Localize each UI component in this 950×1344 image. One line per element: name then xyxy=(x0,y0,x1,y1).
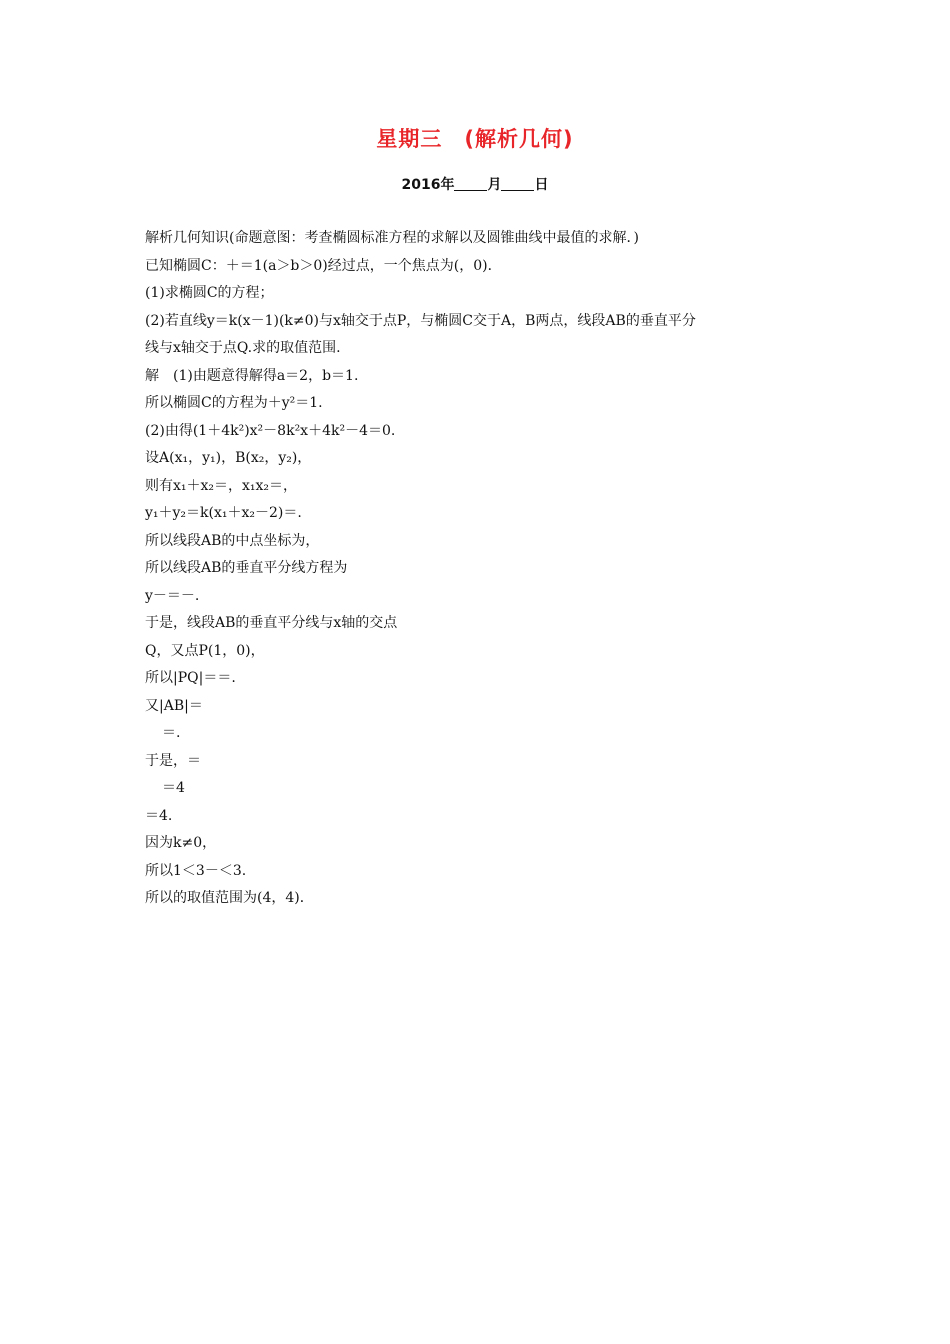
date-line xyxy=(0,174,950,194)
date-month: 月 xyxy=(487,177,502,193)
solution-line: ＝. xyxy=(162,725,181,741)
month-blank xyxy=(454,189,487,191)
solution-line: y－＝－. xyxy=(145,587,200,604)
question-2: (2)若直线y＝k(x－1)(k≠0)与x轴交于点P，与椭圆C交于A，B两点，线段AB的垂直平分 xyxy=(145,312,696,329)
solution-line: 所以椭圆C的方程为＋y²＝1. xyxy=(145,395,323,411)
question-2-cont: 线与x轴交于点Q.求的取值范围. xyxy=(145,340,341,356)
solution-line: ＝4 xyxy=(162,780,185,796)
solution-line: 于是，线段AB的垂直平分线与x轴的交点 xyxy=(145,615,398,631)
solution-line: 因为k≠0， xyxy=(145,835,217,851)
solution-line: (2)由得(1＋4k²)x²－8k²x＋4k²－4＝0. xyxy=(145,422,396,439)
solution-line: ＝4. xyxy=(145,807,173,824)
solution-line: 又|AB|＝ xyxy=(145,697,203,714)
solution-line: 所以线段AB的中点坐标为， xyxy=(145,532,320,549)
date-day: 日 xyxy=(534,177,549,193)
solution-line: 解 (1)由题意得解得a＝2，b＝1. xyxy=(145,367,359,384)
solution-line: 则有x₁＋x₂＝，x₁x₂＝， xyxy=(145,477,298,494)
solution-line: 设A(x₁，y₁)，B(x₂，y₂)， xyxy=(145,450,312,466)
page-title: 星期三 (解析几何) xyxy=(376,127,574,151)
solution-line: y₁＋y₂＝k(x₁＋x₂－2)＝. xyxy=(145,505,302,521)
solution-line: 所以线段AB的垂直平分线方程为 xyxy=(145,560,348,576)
date-year: 2016年 xyxy=(401,177,455,193)
problem-content xyxy=(145,225,815,913)
question-1: (1)求椭圆C的方程； xyxy=(145,285,274,301)
problem-intro: 解析几何知识(命题意图：考查椭圆标准方程的求解以及圆锥曲线中最值的求解．) xyxy=(145,230,639,246)
solution-line: 所以的取值范围为(4，4)． xyxy=(145,890,314,906)
day-blank xyxy=(501,189,534,191)
solution-line: 于是，＝ xyxy=(145,752,201,769)
solution-line: Q，又点P(1，0)， xyxy=(145,642,265,659)
solution-line: 所以|PQ|＝＝. xyxy=(145,670,236,686)
solution-line: 所以1＜3－＜3. xyxy=(145,862,247,879)
problem-statement: 已知椭圆C：＋＝1(a＞b＞0)经过点，一个焦点为(，0)． xyxy=(145,257,502,274)
